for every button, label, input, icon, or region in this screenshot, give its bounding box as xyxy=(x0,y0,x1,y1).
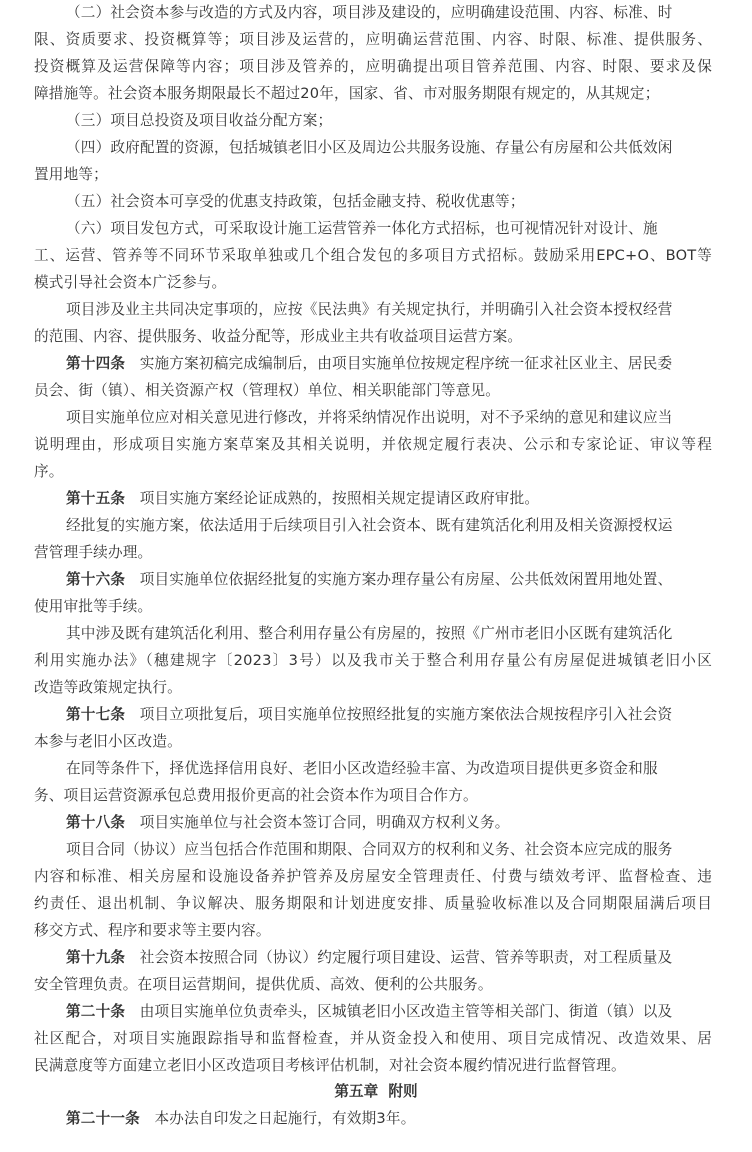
paragraph-line: 序。 xyxy=(34,463,64,480)
paragraph-line: 工、运营、管养等不同环节采取单独或几个组合发包的多项目方式招标。鼓励采用EPC+O、BOT等 xyxy=(34,247,712,264)
article-line xyxy=(66,566,712,593)
paragraph-line: （四）政府配置的资源，包括城镇老旧小区及周边公共服务设施、存量公有房屋和公共低效闲 xyxy=(66,139,673,156)
article-text: 项目实施单位依据经批复的实施方案办理存量公有房屋、公共低效闲置用地处置、 xyxy=(139,571,673,588)
paragraph-line: 营管理手续办理。 xyxy=(34,544,153,561)
article-number: 第十四条 xyxy=(66,355,126,372)
article-text: 由项目实施单位负责牵头，区城镇老旧小区改造主管等相关部门、街道（镇）以及 xyxy=(139,1003,673,1020)
paragraph-line: 安全管理负责。在项目运营期间，提供优质、高效、便利的公共服务。 xyxy=(34,976,493,993)
article-number: 第十九条 xyxy=(66,949,126,966)
article-line xyxy=(66,485,712,512)
article-line xyxy=(66,1105,712,1132)
article-text: 实施方案初稿完成编制后，由项目实施单位按规定程序统一征求社区业主、居民委 xyxy=(139,355,673,372)
article-line xyxy=(66,944,712,971)
paragraph-line: 模式引导社会资本广泛参与。 xyxy=(34,274,227,291)
article-line xyxy=(66,809,712,836)
article-number: 第十七条 xyxy=(66,706,126,723)
paragraph-line: 在同等条件下，择优选择信用良好、老旧小区改造经验丰富、为改造项目提供更多资金和服 xyxy=(66,760,658,777)
article-text: 本办法自印发之日起施行，有效期3年。 xyxy=(154,1110,416,1127)
paragraph-line: 改造等政策规定执行。 xyxy=(34,679,182,696)
paragraph-line: 经批复的实施方案，依法适用于后续项目引入社会资本、既有建筑活化利用及相关资源授权运 xyxy=(66,517,673,534)
paragraph-line: 本参与老旧小区改造。 xyxy=(34,733,182,750)
paragraph-line: 项目涉及业主共同决定事项的，应按《民法典》有关规定执行，并明确引入社会资本授权经营 xyxy=(66,301,673,318)
paragraph-line: 使用审批等手续。 xyxy=(34,598,153,615)
paragraph-line: 利用实施办法》（穗建规字〔2023〕3号）以及我市关于整合利用存量公有房屋促进城镇老旧小区 xyxy=(34,652,712,669)
paragraph-line: 内容和标准、相关房屋和设施设备养护管养及房屋安全管理责任、付费与绩效考评、监督检查、违 xyxy=(34,868,712,885)
paragraph-line: 约责任、退出机制、争议解决、服务期限和计划进度安排、质量验收标准以及合同期限届满后项目 xyxy=(34,895,712,912)
paragraph-line: 员会、街（镇）、相关资源产权（管理权）单位、相关职能部门等意见。 xyxy=(34,382,501,399)
paragraph-line: （二）社会资本参与改造的方式及内容，项目涉及建设的，应明确建设范围、内容、标准、时 xyxy=(66,4,673,21)
paragraph-line: 的范围、内容、提供服务、收益分配等，形成业主共有收益项目运营方案。 xyxy=(34,328,523,345)
article-number: 第二十条 xyxy=(66,1003,126,1020)
paragraph-line: 务、项目运营资源承包总费用报价更高的社会资本作为项目合作方。 xyxy=(34,787,478,804)
paragraph-line: （五）社会资本可享受的优惠支持政策，包括金融支持、税收优惠等； xyxy=(66,193,525,210)
article-line xyxy=(66,350,712,377)
paragraph-line: 说明理由，形成项目实施方案草案及其相关说明，并依规定履行表决、公示和专家论证、审议等程 xyxy=(34,436,712,453)
paragraph-line: （三）项目总投资及项目收益分配方案； xyxy=(66,112,333,129)
article-text: 社会资本按照合同（协议）约定履行项目建设、运营、管养等职责，对工程质量及 xyxy=(139,949,673,966)
article-number: 第十五条 xyxy=(66,490,126,507)
paragraph-line: 社区配合，对项目实施跟踪指导和监督检查，并从资金投入和使用、项目完成情况、改造效果、居 xyxy=(34,1030,712,1047)
article-line xyxy=(66,701,712,728)
paragraph-line: 民满意度等方面建立老旧小区改造项目考核评估机制，对社会资本履约情况进行监督管理。 xyxy=(34,1057,626,1074)
paragraph-line: 投资概算及运营保障等内容；项目涉及管养的，应明确提出项目管养范围、内容、时限、要求及保 xyxy=(34,58,712,75)
paragraph-line: 障措施等。社会资本服务期限最长不超过20年，国家、省、市对服务期限有规定的，从其规定； xyxy=(34,85,660,102)
paragraph-line: 项目实施单位应对相关意见进行修改，并将采纳情况作出说明，对不予采纳的意见和建议应当 xyxy=(66,409,673,426)
article-line xyxy=(66,998,712,1025)
chapter-heading: 第五章 附则 xyxy=(334,1083,418,1100)
article-text: 项目实施单位与社会资本签订合同，明确双方权利义务。 xyxy=(139,814,510,831)
paragraph-line: 项目合同（协议）应当包括合作范围和期限、合同双方的权利和义务、社会资本应完成的服务 xyxy=(66,841,673,858)
article-number: 第二十一条 xyxy=(66,1110,140,1127)
paragraph-line: 置用地等； xyxy=(34,166,108,183)
paragraph-line: 移交方式、程序和要求等主要内容。 xyxy=(34,922,271,939)
paragraph-line: 限、资质要求、投资概算等；项目涉及运营的，应明确运营范围、内容、时限、标准、提供服务、 xyxy=(34,31,712,48)
paragraph-line: （六）项目发包方式，可采取设计施工运营管养一体化方式招标，也可视情况针对设计、施 xyxy=(66,220,658,237)
article-number: 第十六条 xyxy=(66,571,126,588)
paragraph-line: 其中涉及既有建筑活化利用、整合利用存量公有房屋的，按照《广州市老旧小区既有建筑活化 xyxy=(66,625,673,642)
article-number: 第十八条 xyxy=(66,814,126,831)
article-text: 项目实施方案经论证成熟的，按照相关规定提请区政府审批。 xyxy=(139,490,540,507)
article-text: 项目立项批复后，项目实施单位按照经批复的实施方案依法合规按程序引入社会资 xyxy=(139,706,673,723)
